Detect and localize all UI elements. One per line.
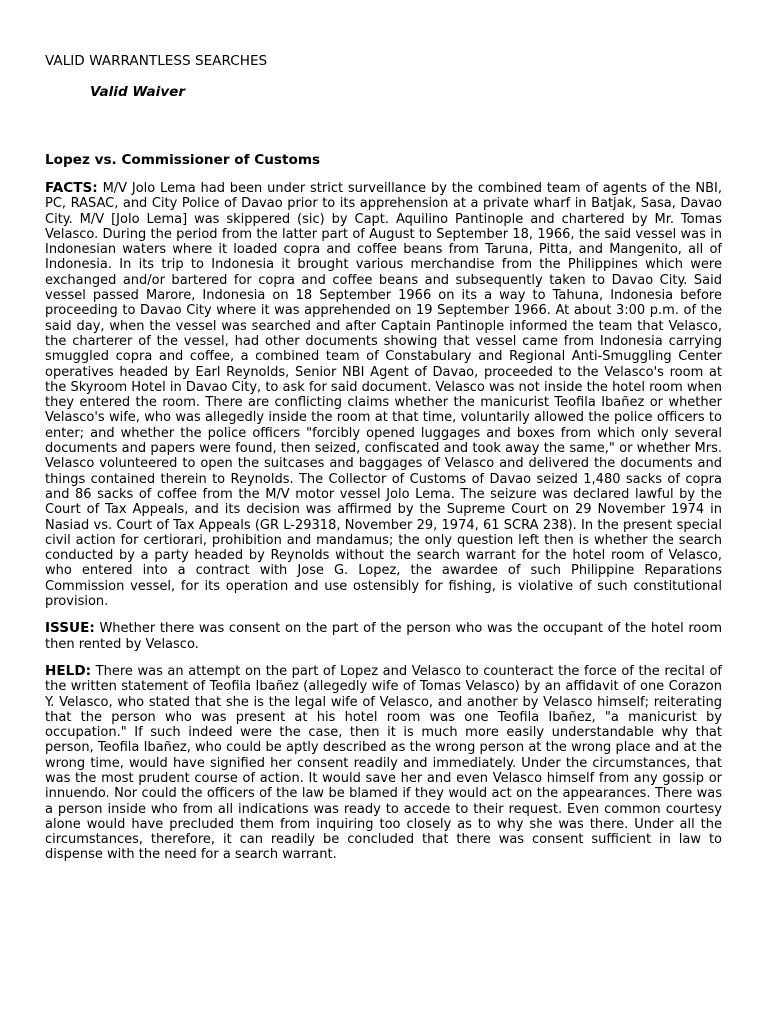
issue-paragraph — [45, 621, 722, 652]
held-text: There was an attempt on the part of Lopez and Velasco to counteract the force of the recital of the written statement of Teofila Ibañez (allegedly wife of Tomas Velasco) by an affidavit of one Corazon Y. Velasco, who stated that she is the legal wife of Velasco, and another by Velasco himself; reiterating that the person who was present at his hotel room was one Teofila Ibañez, "a manicurist by occupation." If such indeed were the case, then it is much more easily understandable why that person, Teofila Ibañez, who could be aptly described as the wrong person at the wrong place and at the wrong time, would have signified her consent readily and immediately. Under the circumstances, that was the most prudent course of action. It would save her and even Velasco himself from any gossip or innuendo. Nor could the officers of the law be blamed if they would act on the appearances. There was a person inside who from all indications was ready to accede to their request. Even common courtesy alone would have precluded them from inquiring too closely as to why she was there. Under all the circumstances, therefore, it can readily be concluded that there was consent sufficient in law to dispense with the need for a search warrant. — [45, 663, 722, 863]
document-heading: VALID WARRANTLESS SEARCHES — [45, 53, 268, 69]
held-paragraph — [45, 664, 722, 863]
held-label: HELD: — [45, 662, 92, 679]
facts-paragraph — [45, 181, 722, 609]
facts-label: FACTS: — [45, 180, 98, 196]
case-title: Lopez vs. Commissioner of Customs — [45, 152, 321, 168]
document-page — [45, 53, 722, 863]
facts-text: M/V Jolo Lema had been under strict surveillance by the combined team of agents of the NBI, PC, RASAC, and City Police of Davao prior to its apprehension at a private wharf in Batjak, Sasa, Davao City. M/V [Jolo Lema] was skippered (sic) by Capt. Aquilino Pantinople and chartered by Mr. Tomas Velasco. During the period from the latter part of August to September 18, 1966, the said vessel was in Indonesian waters where it loaded copra and coffee beans from Taruna, Pitta, and Mangenito, all of Indonesia. In its trip to Indonesia it brought various merchandise from the Philippines which were exchanged and/or bartered for copra and coffee beans and subsequently taken to Davao City. Said vessel passed Marore, Indonesia on 18 September 1966 on its a way to Tahuna, Indonesia before proceeding to Davao City where it was apprehended on 19 September 1966. At about 3:00 p.m. of the said day, when the vessel was searched and after Captain Pantinople informed the team that Velasco, the charterer of the vessel, had other documents showing that vessel came from Indonesia carrying smuggled copra and coffee, a combined team of Constabulary and Regional Anti-Smuggling Center operatives headed by Earl Reynolds, Senior NBI Agent of Davao, proceeded to the Velasco's room at the Skyroom Hotel in Davao City, to ask for said document. Velasco was not inside the hotel room when they entered the room. There are conflicting claims whether the manicurist Teofila Ibañez or whether Velasco's wife, who was allegedly inside the room at that time, voluntarily allowed the police officers to enter; and whether the police officers "forcibly opened luggages and boxes from which only several documents and papers were found, then seized, confiscated and took away the same," or whether Mrs. Velasco volunteered to open the suitcases and baggages of Velasco and delivered the documents and things contained therein to Reynolds. The Collector of Customs of Davao seized 1,480 sacks of copra and 86 sacks of coffee from the M/V motor vessel Jolo Lema. The seizure was declared lawful by the Court of Tax Appeals, and its decision was affirmed by the Supreme Court on 29 November 1974 in Nasiad vs. Court of Tax Appeals (GR L-29318, November 29, 1974, 61 SCRA 238). In the present special civil action for certiorari, prohibition and mandamus; the only question left then is whether the search conducted by a party headed by Reynolds without the search warrant for the hotel room of Velasco, who entered into a contract with Jose G. Lopez, the awardee of such Philippine Reparations Commission vessel, for its operation and use ostensibly for fishing, is violative of such constitutional provision. — [45, 181, 722, 610]
issue-label: ISSUE: — [45, 620, 95, 637]
issue-text: Whether there was consent on the part of the person who was the occupant of the hotel room then rented by Velasco. — [45, 621, 723, 652]
document-subheading: Valid Waiver — [90, 84, 186, 100]
